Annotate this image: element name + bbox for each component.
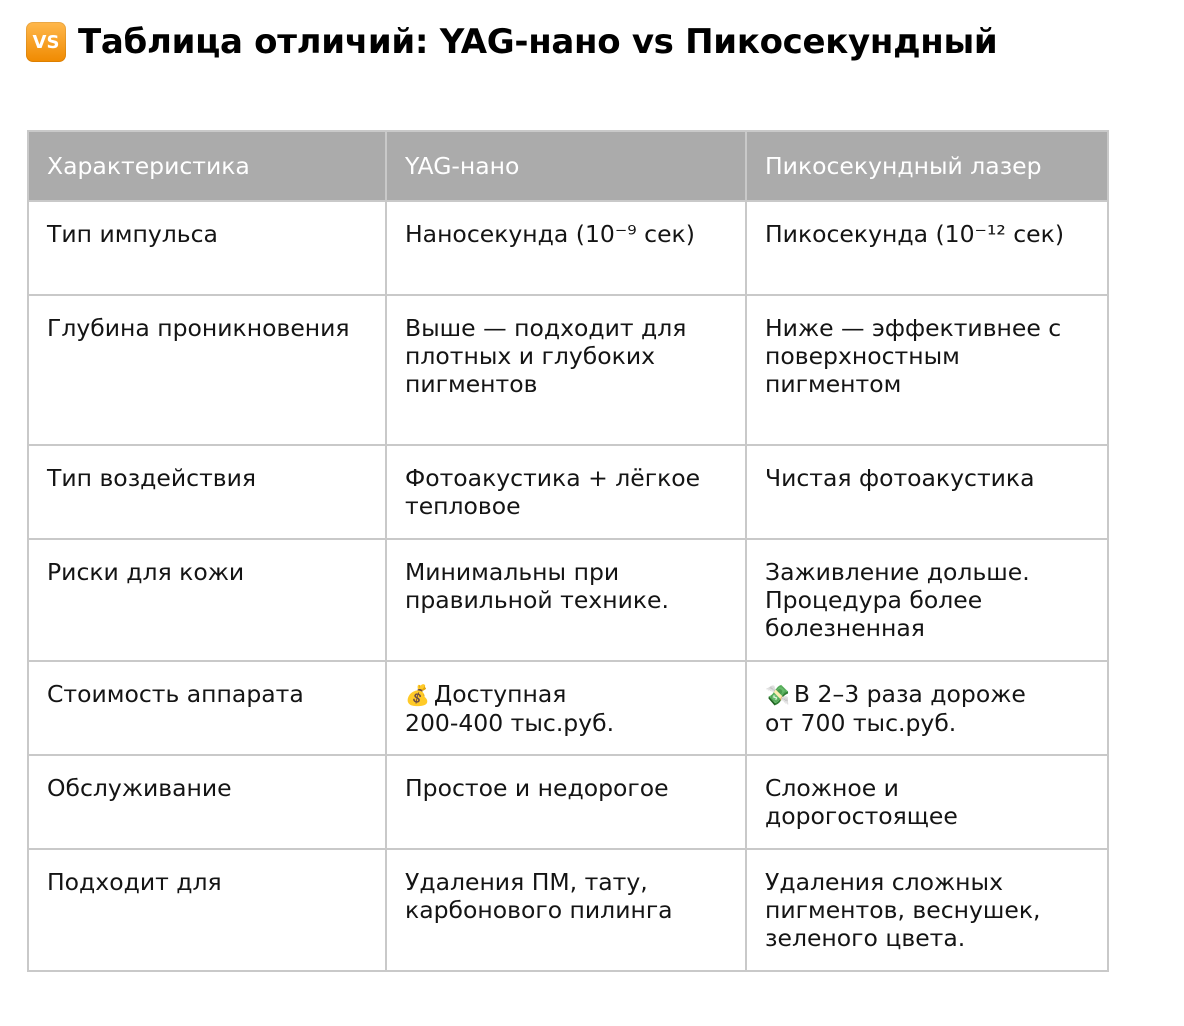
feature-cell: Обслуживание xyxy=(28,755,386,849)
pico-cell: Заживление дольше. Процедура более болезненная xyxy=(746,539,1108,661)
table-row xyxy=(28,755,1108,849)
yag-cell xyxy=(386,661,746,755)
table-row xyxy=(28,201,1108,295)
pico-price-value: от 700 тыс.руб. xyxy=(765,709,957,737)
yag-price-value: 200-400 тыс.руб. xyxy=(405,709,615,737)
money-bag-icon: 💰 xyxy=(405,683,430,707)
pico-cell xyxy=(746,661,1108,755)
table-row xyxy=(28,295,1108,445)
table-row xyxy=(28,661,1108,755)
header-yag: YAG-нано xyxy=(386,131,746,201)
header-feature: Характеристика xyxy=(28,131,386,201)
feature-cell: Риски для кожи xyxy=(28,539,386,661)
header-pico: Пикосекундный лазер xyxy=(746,131,1108,201)
page-title-text: Таблица отличий: YAG-нано vs Пикосекундный xyxy=(78,22,998,62)
table-header-row xyxy=(28,131,1108,201)
comparison-table xyxy=(27,130,1109,972)
money-with-wings-icon: 💸 xyxy=(765,683,790,707)
yag-price-label: Доступная xyxy=(433,680,567,708)
pico-cell: Сложное и дорогостоящее xyxy=(746,755,1108,849)
feature-cell: Тип воздействия xyxy=(28,445,386,539)
pico-cell: Ниже — эффективнее с поверхностным пигментом xyxy=(746,295,1108,445)
table-row xyxy=(28,539,1108,661)
pico-price-line xyxy=(765,680,1089,709)
yag-cell: Удаления ПМ, тату, карбонового пилинга xyxy=(386,849,746,971)
table-row xyxy=(28,445,1108,539)
vs-button-icon: VS xyxy=(26,22,66,62)
pico-price-label: В 2–3 раза дороже xyxy=(793,680,1026,708)
feature-cell: Подходит для xyxy=(28,849,386,971)
feature-cell: Стоимость аппарата xyxy=(28,661,386,755)
yag-price-line xyxy=(405,680,727,709)
pico-cell: Пикосекунда (10⁻¹² сек) xyxy=(746,201,1108,295)
feature-cell: Тип импульса xyxy=(28,201,386,295)
yag-cell: Наносекунда (10⁻⁹ сек) xyxy=(386,201,746,295)
yag-cell: Выше — подходит для плотных и глубоких пигментов xyxy=(386,295,746,445)
feature-cell: Глубина проникновения xyxy=(28,295,386,445)
yag-cell: Минимальны при правильной технике. xyxy=(386,539,746,661)
pico-cell: Чистая фотоакустика xyxy=(746,445,1108,539)
page-title xyxy=(26,20,997,64)
table-row xyxy=(28,849,1108,971)
yag-cell: Простое и недорогое xyxy=(386,755,746,849)
yag-cell: Фотоакустика + лёгкое тепловое xyxy=(386,445,746,539)
pico-cell: Удаления сложных пигментов, веснушек, зеленого цвета. xyxy=(746,849,1108,971)
